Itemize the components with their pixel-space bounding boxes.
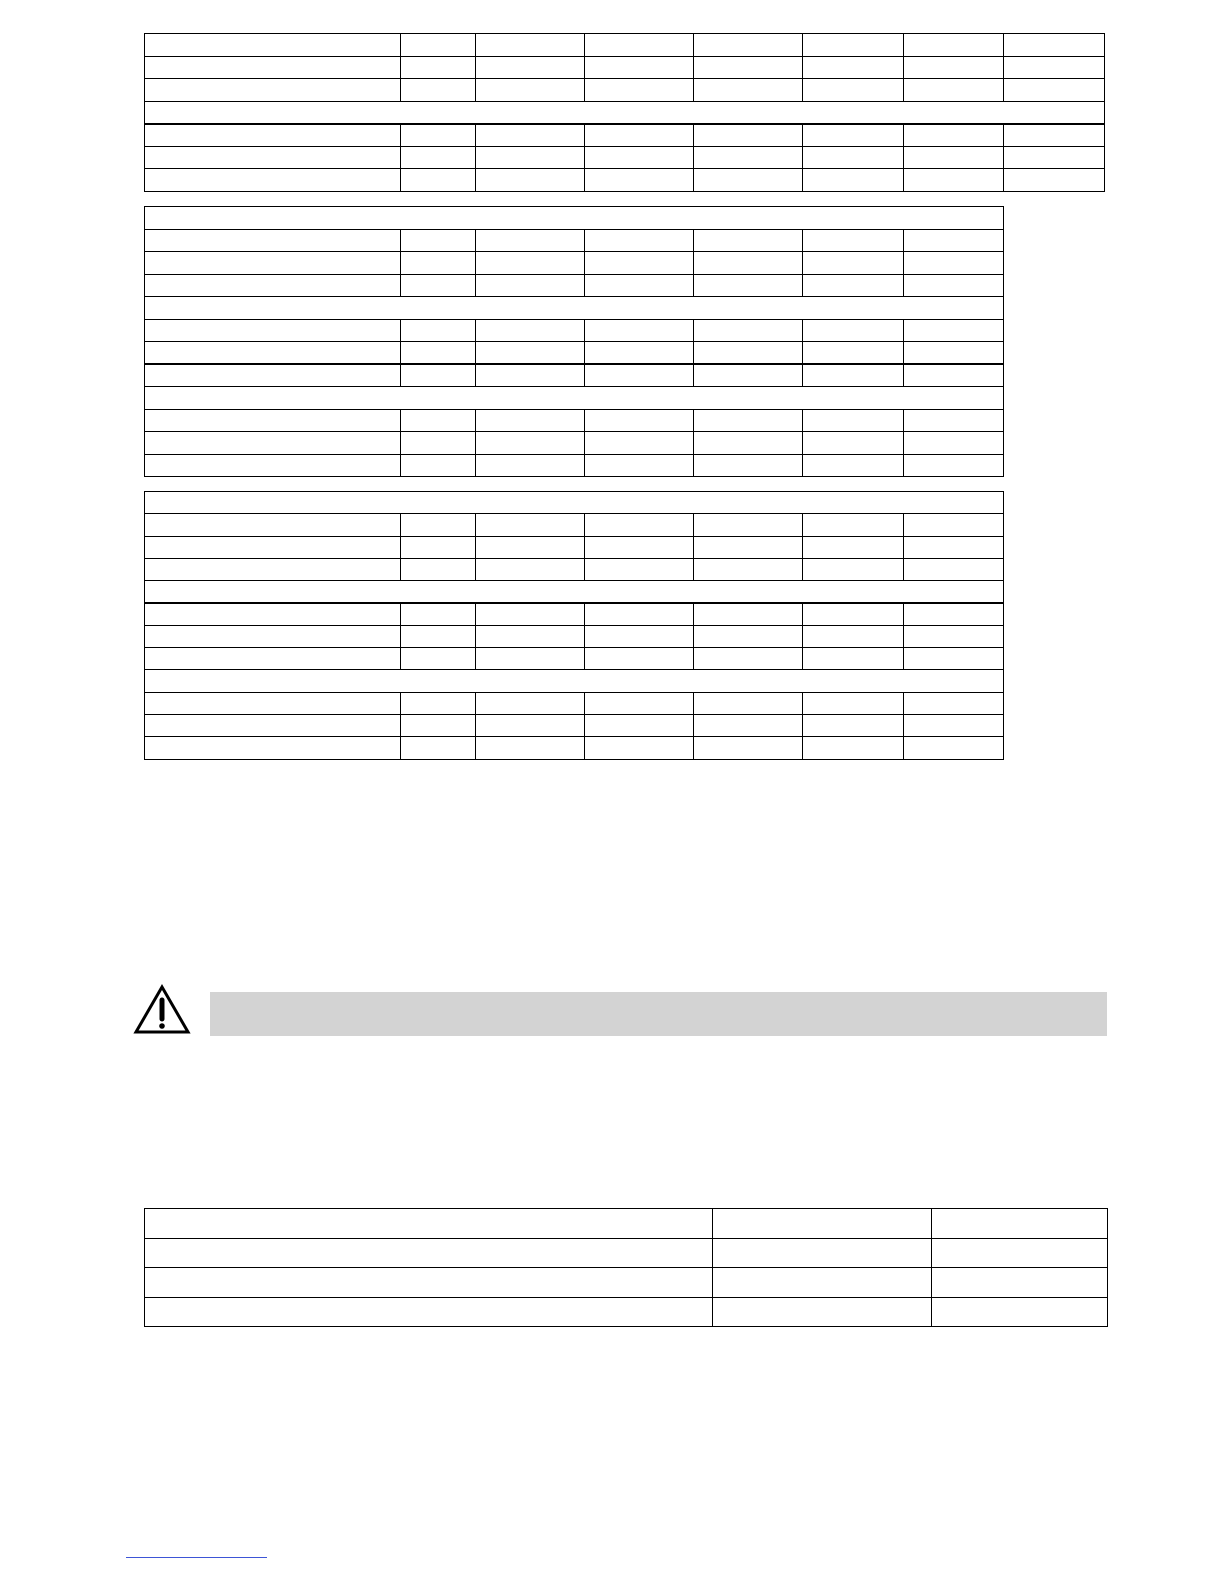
table-cell: [585, 56, 694, 79]
table-cell: [145, 432, 401, 455]
table-cell: [803, 34, 904, 57]
table-cell: [476, 274, 585, 297]
section-header-cell: [145, 670, 1004, 692]
table-cell: [476, 536, 585, 558]
table-cell: [401, 409, 476, 432]
table-row: [145, 1268, 1108, 1298]
table-cell: [401, 625, 476, 647]
table-header-cell: [713, 1209, 932, 1239]
table-cell: [803, 409, 904, 432]
table-cell: [401, 364, 476, 387]
table-cell: [904, 34, 1004, 57]
section-header-cell: [145, 101, 1105, 124]
table-cell: [476, 514, 585, 536]
table-cell: [694, 252, 803, 275]
table-cell: [1004, 146, 1105, 169]
table-cell: [803, 252, 904, 275]
table-cell: [401, 169, 476, 192]
table-cell: [585, 625, 694, 647]
table-cell: [401, 274, 476, 297]
table-row: [145, 34, 1105, 57]
table-cell: [585, 514, 694, 536]
table-cell: [694, 124, 803, 147]
table-cell: [476, 432, 585, 455]
table-cell: [904, 124, 1004, 147]
table-cell: [803, 364, 904, 387]
table-cell: [145, 342, 401, 365]
table-cell: [803, 514, 904, 536]
table-cell: [932, 1268, 1108, 1298]
table-cell: [145, 1238, 713, 1268]
table-row: [145, 558, 1004, 580]
table-cell: [585, 603, 694, 625]
table-cell: [401, 146, 476, 169]
table-cell: [585, 692, 694, 714]
table-cell: [803, 274, 904, 297]
table-row: [145, 229, 1004, 252]
table-cell: [803, 714, 904, 736]
table-cell: [803, 454, 904, 477]
footer-link[interactable]: [126, 1557, 267, 1558]
table-row: [145, 536, 1004, 558]
table-cell: [401, 229, 476, 252]
table-cell: [401, 124, 476, 147]
table-cell: [145, 454, 401, 477]
table-cell: [585, 319, 694, 342]
table-row: [145, 319, 1004, 342]
table-cell: [145, 714, 401, 736]
table-cell: [476, 342, 585, 365]
table-cell: [803, 146, 904, 169]
table-cell: [401, 342, 476, 365]
table-cell: [904, 409, 1004, 432]
table-cell: [585, 714, 694, 736]
table-cell: [145, 1268, 713, 1298]
table-section-row: [145, 492, 1004, 514]
table-cell: [145, 625, 401, 647]
table-cell: [1004, 169, 1105, 192]
table-cell: [803, 625, 904, 647]
table-header-cell: [932, 1209, 1108, 1239]
table-cell: [401, 454, 476, 477]
table-cell: [585, 146, 694, 169]
table-section-row: [145, 101, 1105, 124]
table-row: [145, 603, 1004, 625]
table-cell: [585, 34, 694, 57]
table-cell: [145, 124, 401, 147]
table-row: [145, 124, 1105, 147]
table-cell: [476, 56, 585, 79]
table-cell: [904, 146, 1004, 169]
table-cell: [904, 79, 1004, 102]
table-cell: [585, 454, 694, 477]
table-cell: [694, 79, 803, 102]
table-cell: [803, 56, 904, 79]
table-cell: [694, 714, 803, 736]
table-cell: [145, 56, 401, 79]
table-row: [145, 737, 1004, 759]
table-cell: [694, 56, 803, 79]
table-cell: [1004, 56, 1105, 79]
table-cell: [713, 1238, 932, 1268]
table-cell: [904, 625, 1004, 647]
table-cell: [803, 124, 904, 147]
spec-table-middle: [144, 206, 1004, 477]
warning-banner: [210, 992, 1107, 1036]
table-cell: [145, 274, 401, 297]
table-cell: [803, 169, 904, 192]
table-cell: [694, 514, 803, 536]
table-cell: [803, 342, 904, 365]
table-cell: [145, 252, 401, 275]
table-cell: [585, 648, 694, 670]
table-row: [145, 56, 1105, 79]
table-cell: [145, 364, 401, 387]
table-section-row: [145, 581, 1004, 603]
table-cell: [476, 409, 585, 432]
table-cell: [401, 56, 476, 79]
table-cell: [476, 364, 585, 387]
table-header-cell: [145, 1209, 713, 1239]
table-cell: [904, 514, 1004, 536]
table-row: [145, 714, 1004, 736]
table-cell: [145, 558, 401, 580]
table-cell: [694, 342, 803, 365]
table-cell: [585, 737, 694, 759]
table-row: [145, 692, 1004, 714]
table-cell: [476, 648, 585, 670]
section-header-cell: [145, 581, 1004, 603]
table-section-row: [145, 670, 1004, 692]
table-cell: [694, 603, 803, 625]
table-cell: [803, 558, 904, 580]
table-row: [145, 409, 1004, 432]
table-cell: [694, 737, 803, 759]
table-cell: [904, 603, 1004, 625]
table-cell: [476, 692, 585, 714]
table-cell: [904, 536, 1004, 558]
table-cell: [904, 274, 1004, 297]
table-cell: [585, 124, 694, 147]
table-cell: [904, 454, 1004, 477]
table-cell: [803, 432, 904, 455]
table-cell: [932, 1297, 1108, 1327]
table-cell: [803, 229, 904, 252]
table-cell: [904, 342, 1004, 365]
table-cell: [145, 169, 401, 192]
table-row: [145, 169, 1105, 192]
table-cell: [476, 714, 585, 736]
table-section-row: [145, 387, 1004, 410]
section-header-cell: [145, 492, 1004, 514]
table-cell: [476, 558, 585, 580]
table-cell: [145, 319, 401, 342]
table-cell: [401, 319, 476, 342]
table-cell: [803, 603, 904, 625]
table-cell: [694, 536, 803, 558]
table-cell: [694, 229, 803, 252]
table-section-row: [145, 297, 1004, 320]
table-cell: [585, 252, 694, 275]
table-row: [145, 1238, 1108, 1268]
table-cell: [585, 79, 694, 102]
table-cell: [694, 648, 803, 670]
table-cell: [145, 692, 401, 714]
table-cell: [585, 274, 694, 297]
table-cell: [401, 514, 476, 536]
table-cell: [803, 737, 904, 759]
table-row: [145, 252, 1004, 275]
table-cell: [476, 229, 585, 252]
table-cell: [713, 1297, 932, 1327]
table-cell: [694, 409, 803, 432]
table-cell: [904, 558, 1004, 580]
table-cell: [803, 536, 904, 558]
table-cell: [932, 1238, 1108, 1268]
table-cell: [401, 603, 476, 625]
table-cell: [904, 648, 1004, 670]
table-header-row: [145, 1209, 1108, 1239]
table-cell: [476, 737, 585, 759]
table-cell: [803, 692, 904, 714]
table-cell: [694, 146, 803, 169]
table-cell: [1004, 124, 1105, 147]
table-cell: [476, 625, 585, 647]
table-cell: [585, 364, 694, 387]
table-cell: [145, 146, 401, 169]
table-cell: [904, 432, 1004, 455]
table-cell: [401, 79, 476, 102]
summary-table: [144, 1208, 1108, 1327]
table-row: [145, 454, 1004, 477]
table-cell: [585, 409, 694, 432]
table-row: [145, 342, 1004, 365]
table-cell: [145, 737, 401, 759]
table-cell: [145, 34, 401, 57]
table-cell: [694, 274, 803, 297]
table-cell: [694, 625, 803, 647]
table-cell: [476, 252, 585, 275]
table-cell: [803, 648, 904, 670]
table-cell: [145, 536, 401, 558]
table-cell: [694, 364, 803, 387]
section-header-cell: [145, 207, 1004, 230]
table-cell: [145, 648, 401, 670]
table-cell: [585, 558, 694, 580]
table-cell: [694, 169, 803, 192]
table-cell: [401, 252, 476, 275]
table-cell: [476, 603, 585, 625]
table-cell: [476, 169, 585, 192]
section-header-cell: [145, 387, 1004, 410]
table-row: [145, 1297, 1108, 1327]
table-cell: [401, 737, 476, 759]
table-cell: [904, 56, 1004, 79]
table-cell: [476, 79, 585, 102]
warning-triangle-icon: [133, 984, 191, 1036]
table-cell: [694, 34, 803, 57]
table-cell: [694, 319, 803, 342]
table-cell: [585, 432, 694, 455]
table-section-row: [145, 207, 1004, 230]
table-cell: [401, 692, 476, 714]
table-cell: [476, 124, 585, 147]
table-cell: [904, 169, 1004, 192]
table-cell: [904, 364, 1004, 387]
table-row: [145, 146, 1105, 169]
table-row: [145, 514, 1004, 536]
table-cell: [585, 229, 694, 252]
table-cell: [803, 79, 904, 102]
table-cell: [904, 319, 1004, 342]
table-cell: [145, 79, 401, 102]
table-row: [145, 432, 1004, 455]
table-cell: [1004, 34, 1105, 57]
table-cell: [401, 558, 476, 580]
table-cell: [904, 252, 1004, 275]
table-cell: [1004, 79, 1105, 102]
table-row: [145, 625, 1004, 647]
table-cell: [145, 229, 401, 252]
table-cell: [476, 146, 585, 169]
table-cell: [145, 1297, 713, 1327]
table-row: [145, 648, 1004, 670]
section-header-cell: [145, 297, 1004, 320]
table-cell: [401, 536, 476, 558]
table-cell: [904, 692, 1004, 714]
spec-table-top: [144, 33, 1105, 192]
table-cell: [476, 454, 585, 477]
table-cell: [694, 432, 803, 455]
table-row: [145, 274, 1004, 297]
table-cell: [476, 34, 585, 57]
spec-table-lower: [144, 491, 1004, 760]
table-cell: [585, 536, 694, 558]
table-row: [145, 364, 1004, 387]
table-cell: [803, 319, 904, 342]
table-cell: [694, 454, 803, 477]
table-cell: [145, 409, 401, 432]
table-cell: [904, 737, 1004, 759]
table-cell: [904, 229, 1004, 252]
table-cell: [713, 1268, 932, 1298]
table-cell: [401, 714, 476, 736]
table-cell: [585, 169, 694, 192]
table-cell: [401, 648, 476, 670]
table-cell: [694, 692, 803, 714]
table-cell: [694, 558, 803, 580]
table-cell: [904, 714, 1004, 736]
table-row: [145, 79, 1105, 102]
table-cell: [401, 34, 476, 57]
table-cell: [401, 432, 476, 455]
table-cell: [145, 514, 401, 536]
table-cell: [476, 319, 585, 342]
table-cell: [585, 342, 694, 365]
table-cell: [145, 603, 401, 625]
